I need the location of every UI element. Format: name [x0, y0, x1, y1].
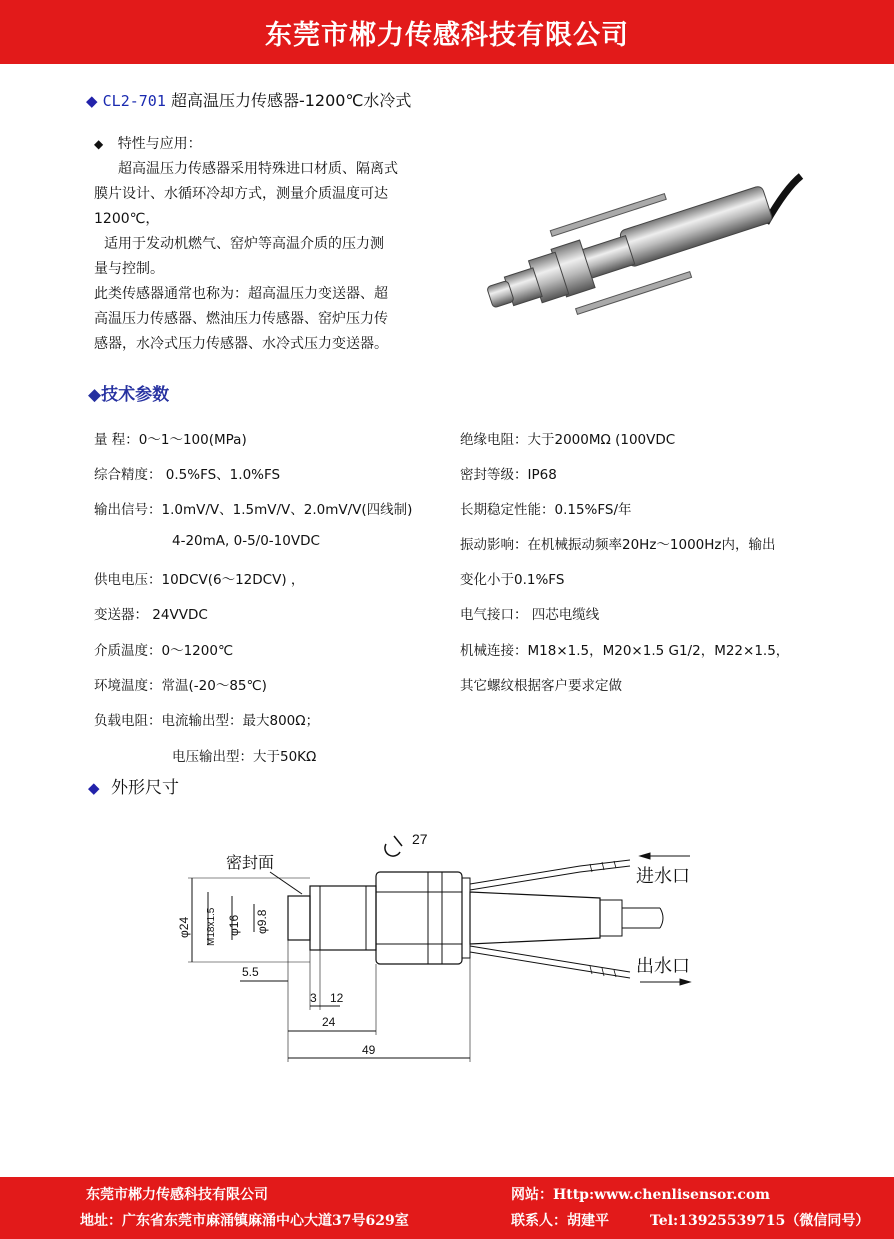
diamond-bullet-icon: ◆ [88, 779, 100, 797]
header-banner [0, 0, 894, 64]
inlet-label: 进水口 [636, 866, 690, 886]
footer-tel: Tel:13925539715（微信同号） [650, 1213, 870, 1229]
feature-line: 感器，水冷式压力传感器、水冷式压力变送器。 [94, 336, 388, 352]
spec-transmitter: 变送器： 24VVDC [94, 607, 208, 623]
feature-line: 超高温压力传感器采用特殊进口材质、隔离式 [118, 161, 398, 177]
outlet-label: 出水口 [636, 956, 690, 976]
dimensions-heading: 外形尺寸 [110, 778, 179, 798]
spec-output-current: 4-20mA, 0-5/0-10VDC [172, 533, 320, 549]
spec-supply: 供电电压：10DCV(6～12DCV) ， [94, 572, 305, 588]
dim-5-5: 5.5 [242, 965, 259, 979]
features-section [94, 132, 446, 357]
spec-media-temp: 介质温度：0～1200℃ [94, 643, 234, 659]
sensor-photo [466, 168, 806, 363]
spec-vibration-cont: 变化小于0.1%FS [460, 572, 565, 588]
dim-d16: φ16 [227, 914, 241, 936]
dimensions-heading-row [88, 773, 179, 798]
dim-d98: φ9.8 [255, 909, 269, 934]
diamond-bullet-icon: ◆ [86, 92, 98, 110]
footer-company: 东莞市郴力传感科技有限公司 [86, 1187, 268, 1203]
footer-website[interactable]: 网站：Http:www.chenlisensor.com [511, 1187, 770, 1203]
diamond-bullet-icon: ◆ [88, 385, 102, 405]
spec-electrical: 电气接口： 四芯电缆线 [460, 607, 600, 623]
spec-accuracy: 综合精度： 0.5%FS、1.0%FS [94, 467, 281, 483]
feature-line: 高温压力传感器、燃油压力传感器、窑炉压力传 [94, 311, 388, 327]
diamond-bullet-icon: ◆ [94, 137, 104, 151]
product-title [86, 88, 411, 111]
spec-vibration: 振动影响：在机械振动频率20Hz～1000Hz内，输出 [460, 537, 776, 553]
feature-line: 1200℃， [94, 211, 160, 227]
dimension-drawing [170, 826, 730, 1076]
spec-insulation: 绝缘电阻：大于2000MΩ (100VDC [460, 432, 676, 448]
dim-d24: φ24 [177, 916, 191, 938]
spec-seal-grade: 密封等级：IP68 [460, 467, 557, 483]
dim-49: 49 [362, 1043, 376, 1057]
wrench-size-label: 27 [412, 831, 428, 847]
feature-line: 量与控制。 [94, 261, 164, 277]
spec-load: 负载电阻：电流输出型：最大800Ω； [94, 713, 320, 729]
feature-line: 适用于发动机燃气、窑炉等高温介质的压力测 [104, 236, 384, 252]
spec-mechanical-cont: 其它螺纹根据客户要求定做 [460, 678, 622, 694]
seal-face-label: 密封面 [226, 855, 275, 872]
features-heading: 特性与应用： [117, 136, 202, 152]
spec-range: 量 程：0～1～100(MPa) [94, 432, 247, 448]
dim-3: 3 [310, 991, 317, 1005]
footer-banner [0, 1177, 894, 1239]
dim-thread: M18x1.5 [206, 907, 217, 946]
feature-line: 此类传感器通常也称为：超高温压力变送器、超 [94, 286, 388, 302]
spec-load-voltage: 电压输出型：大于50KΩ [172, 749, 317, 765]
feature-line: 膜片设计、水循环冷却方式，测量介质温度可达 [94, 186, 388, 202]
spec-output: 输出信号：1.0mV/V、1.5mV/V、2.0mV/V(四线制) [94, 502, 413, 518]
tech-heading-row [88, 380, 169, 405]
dim-24: 24 [322, 1015, 336, 1029]
spec-stability: 长期稳定性能：0.15%FS/年 [460, 502, 632, 518]
spec-mechanical: 机械连接：M18×1.5，M20×1.5 G1/2，M22×1.5， [460, 643, 790, 659]
footer-contact: 联系人：胡建平 [511, 1213, 609, 1229]
features-heading-row [94, 132, 446, 157]
tech-heading: 技术参数 [101, 385, 170, 405]
company-title: 东莞市郴力传感科技有限公司 [265, 19, 629, 51]
spec-ambient-temp: 环境温度：常温(-20～85℃) [94, 678, 267, 694]
product-name: 超高温压力传感器-1200℃水冷式 [170, 91, 412, 110]
dim-12: 12 [330, 991, 344, 1005]
product-model: CL2-701 [102, 92, 166, 110]
footer-address: 地址：广东省东莞市麻涌镇麻涌中心大道37号629室 [80, 1213, 409, 1229]
